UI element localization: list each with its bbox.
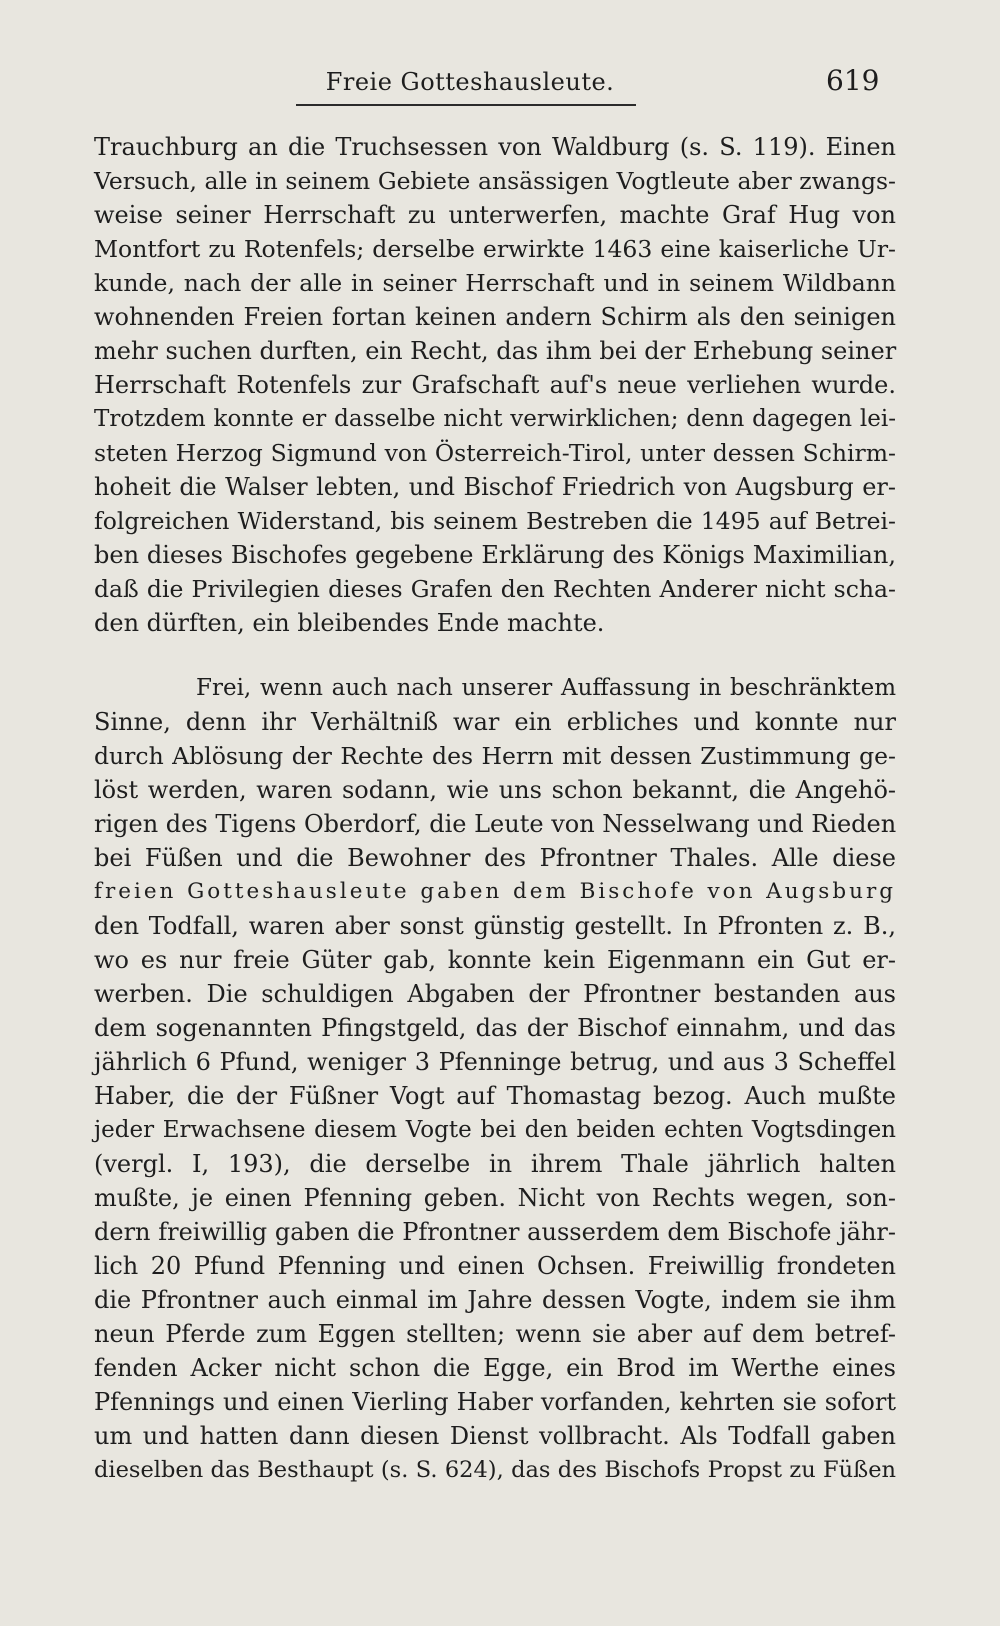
text-line: jeder Erwachsene diesem Vogte bei den beiden echten Vogtsdingen	[94, 1117, 896, 1143]
text-line: dieselben das Besthaupt (s. S. 624), das des Bischofs Propst zu Füßen	[94, 1457, 896, 1483]
text-line: ben dieses Bischofes gegebene Erklärung des Königs Maximilian,	[94, 541, 896, 569]
text-line: die Pfrontner auch einmal im Jahre dessen Vogte, indem sie ihm	[94, 1286, 896, 1314]
text-line: wohnenden Freien fortan keinen andern Schirm als den seinigen	[94, 303, 896, 331]
text-line: den Todfall, waren aber sonst günstig gestellt. In Pfronten z. B.,	[94, 912, 896, 940]
text-line: Herrschaft Rotenfels zur Grafschaft auf's neue verliehen wurde.	[94, 371, 896, 399]
text-line: daß die Privilegien dieses Grafen den Rechten Anderer nicht scha-	[94, 575, 896, 603]
text-line: Haber, die der Füßner Vogt auf Thomastag bezog. Auch mußte	[94, 1082, 896, 1110]
text-line: mehr suchen durften, ein Recht, das ihm bei der Erhebung seiner	[94, 337, 897, 365]
text-line: dem sogenannten Pfingstgeld, das der Bischof einnahm, und das	[94, 1014, 896, 1042]
text-line: Montfort zu Rotenfels; derselbe erwirkte 1463 eine kaiserliche Ur-	[94, 235, 896, 263]
text-line: Versuch, alle in seinem Gebiete ansässigen Vogtleute aber zwangs-	[94, 167, 896, 195]
text-line: steten Herzog Sigmund von Österreich-Tirol, unter dessen Schirm-	[94, 439, 896, 467]
text-line: Trotzdem konnte er dasselbe nicht verwirklichen; denn dagegen lei-	[94, 406, 896, 432]
text-line: den dürften, ein bleibendes Ende machte.	[94, 609, 605, 637]
text-line: Sinne, denn ihr Verhältniß war ein erbliches und konnte nur	[94, 708, 896, 736]
text-line: hoheit die Walser lebten, und Bischof Friedrich von Augsburg er-	[94, 473, 896, 501]
text-line: kunde, nach der alle in seiner Herrschaft und in seinem Wildbann	[94, 269, 896, 297]
text-line: neun Pferde zum Eggen stellten; wenn sie aber auf dem betref-	[94, 1320, 896, 1348]
text-line: freien Gotteshausleute gaben dem Bischofe von Augsburg	[94, 879, 896, 904]
running-head	[0, 60, 1000, 100]
text-line: (vergl. I, 193), die derselbe in ihrem Thale jährlich halten	[94, 1150, 896, 1178]
text-line: dern freiwillig gaben die Pfrontner ausserdem dem Bischofe jähr-	[94, 1218, 896, 1246]
text-line: löst werden, waren sodann, wie uns schon bekannt, die Angehö-	[94, 776, 896, 804]
text-line: lich 20 Pfund Pfenning und einen Ochsen. Freiwillig frondeten	[94, 1252, 896, 1280]
text-line: fenden Acker nicht schon die Egge, ein Brod im Werthe eines	[94, 1354, 896, 1382]
text-line: wo es nur freie Güter gab, konnte kein Eigenmann ein Gut er-	[94, 946, 896, 974]
header-rule	[296, 104, 636, 106]
text-line: werben. Die schuldigen Abgaben der Pfrontner bestanden aus	[94, 980, 896, 1008]
text-line: jährlich 6 Pfund, weniger 3 Pfenninge betrug, und aus 3 Scheffel	[94, 1048, 896, 1076]
text-line: durch Ablösung der Rechte des Herrn mit dessen Zustimmung ge-	[94, 742, 896, 770]
text-line: Trauchburg an die Truchsessen von Waldburg (s. S. 119). Einen	[94, 133, 896, 161]
text-line: Frei, wenn auch nach unserer Auffassung in beschränktem	[196, 675, 896, 701]
text-line: weise seiner Herrschaft zu unterwerfen, machte Graf Hug von	[94, 201, 896, 229]
text-line: rigen des Tigens Oberdorf, die Leute von Nesselwang und Rieden	[94, 810, 897, 838]
text-line: Pfennings und einen Vierling Haber vorfanden, kehrten sie sofort	[94, 1388, 896, 1416]
running-title: Freie Gotteshausleute.	[325, 68, 615, 96]
text-line: bei Füßen und die Bewohner des Pfrontner Thales. Alle diese	[94, 844, 896, 872]
text-line: um und hatten dann diesen Dienst vollbracht. Als Todfall gaben	[94, 1422, 896, 1450]
text-line: folgreichen Widerstand, bis seinem Bestreben die 1495 auf Betrei-	[94, 507, 896, 535]
page-number: 619	[826, 64, 880, 97]
text-line: mußte, je einen Pfenning geben. Nicht von Rechts wegen, son-	[94, 1184, 896, 1212]
